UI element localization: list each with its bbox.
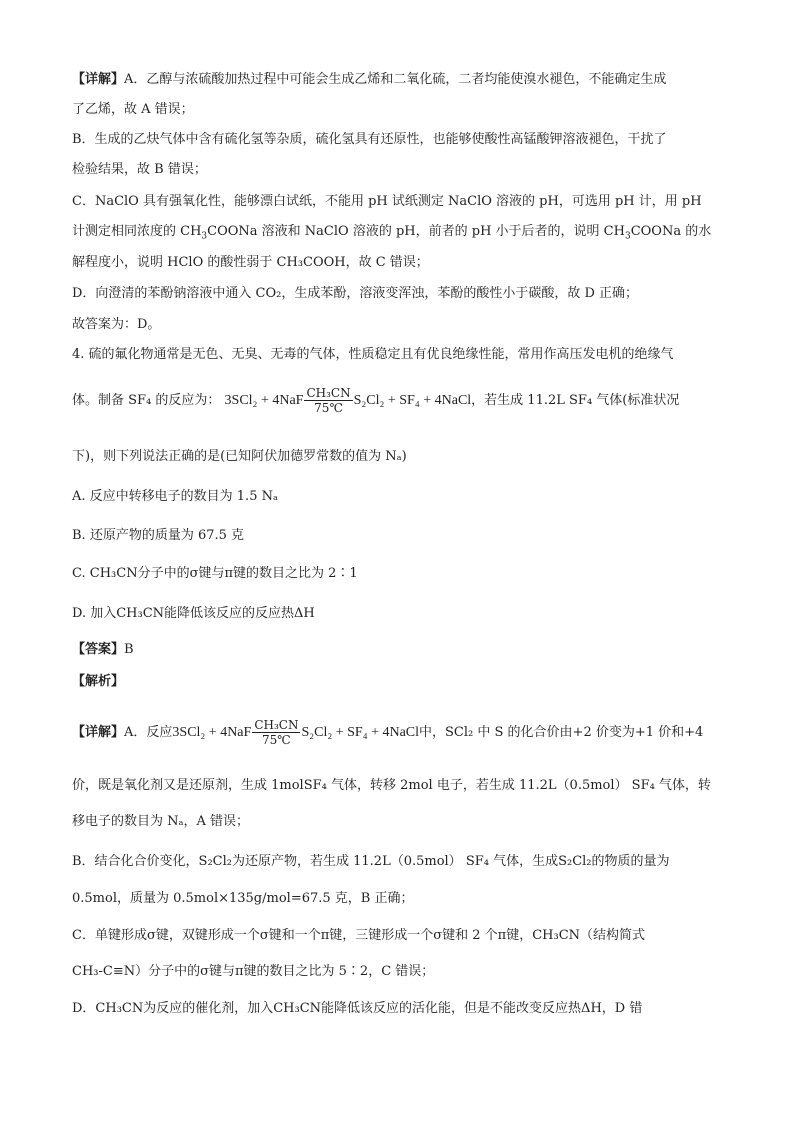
analysis-label: 【解析】 <box>72 674 125 689</box>
option-b: B. 还原产物的质量为 67.5 克 <box>72 528 245 543</box>
question4-line2 <box>72 386 679 415</box>
option-a: A. 反应中转移电子的数目为 1.5 Nₐ <box>72 489 278 504</box>
c2-part1: 计测定相同浓度的 CH <box>72 224 202 239</box>
q4-condition-temperature: 75℃ <box>314 401 343 415</box>
answer-value: B <box>124 642 134 657</box>
q4-eq-left: 3SCl₂ + 4NaF <box>224 393 304 408</box>
detail2-eq-right: S₂Cl₂ + SF₄ + 4NaCl <box>301 725 420 740</box>
detail2-line-a3: 移电子的数目为 Nₐ，A 错误； <box>72 814 250 829</box>
detail2-line-c1: C．单键形成σ键，双键形成一个σ键和一个π键，三键形成一个σ键和 2 个π键，CH₃CN（结构简式 <box>72 928 646 943</box>
detail1-line-c1: C．NaClO 具有强氧化性，能够漂白试纸，不能用 pH 试纸测定 NaClO 溶液的 pH，可选用 pH 计，用 pH <box>72 194 702 209</box>
c2-part3: COONa 的水 <box>630 224 712 239</box>
detail2-a1-prefix: A．反应 <box>124 725 173 740</box>
detail1-head: 【详解】 <box>72 72 125 87</box>
detail2-a1-suffix: 中，SCl₂ 中 S 的化合价由+2 价变为+1 价和+4 <box>419 725 704 740</box>
q4-reaction-condition <box>304 386 352 415</box>
question4-line3: 下)，则下列说法正确的是(已知阿伏加德罗常数的值为 Nₐ) <box>72 449 407 464</box>
c2-part2: COONa 溶液和 NaClO 溶液的 pH，前者的 pH 小于后者的，说明 CH <box>207 224 625 239</box>
detail2-line-c2: CH₃-C≡N）分子中的σ键与π键的数目之比为 5∶2，C 错误； <box>72 964 435 979</box>
answer-label: 【答案】 <box>72 642 125 657</box>
q4-intro-tail: ，若生成 11.2L SF₄ 气体(标准状况 <box>471 393 680 408</box>
detail1-answer: 故答案为：D。 <box>72 317 161 332</box>
option-c: C. CH₃CN分子中的σ键与π键的数目之比为 2∶1 <box>72 566 358 581</box>
detail1-a1-text: A．乙醇与浓硫酸加热过程中可能会生成乙烯和二氧化硫，二者均能使溴水褪色，不能确定生成 <box>124 72 667 87</box>
detail2-line-d1: D．CH₃CN为反应的催化剂，加入CH₃CN能降低该反应的活化能，但是不能改变反应热ΔH，D 错 <box>72 1001 643 1016</box>
detail2-eq-left: 3SCl₂ + 4NaF <box>172 725 252 740</box>
q4-eq-right: S₂Cl₂ + SF₄ + 4NaCl <box>353 393 472 408</box>
detail1-line-a2: 了乙烯，故 A 错误； <box>72 102 194 117</box>
detail2-condition-temperature: 75℃ <box>262 733 291 747</box>
detail1-line-b2: 检验结果，故 B 错误； <box>72 162 207 177</box>
detail2-condition-catalyst: CH₃CN <box>254 718 299 732</box>
detail1-line-a1 <box>72 70 666 90</box>
option-d: D. 加入CH₃CN能降低该反应的反应热ΔH <box>72 606 315 621</box>
question4-line1: 4. 硫的氟化物通常是无色、无臭、无毒的气体，性质稳定且有优良绝缘性能，常用作高压发电机的绝缘气 <box>72 347 674 362</box>
detail1-line-c2: 计测定相同浓度的 $CH_3COONa$ 溶液和 NaClO 溶液的 pH，前者的 pH 小于后者的，说明 $CH_3COONa$ 的水 <box>72 224 712 242</box>
detail2-line-b2: 0.5mol，质量为 0.5mol×135g/mol=67.5 克，B 正确； <box>72 891 414 906</box>
detail2-line-b1: B．结合化合价变化，S₂Cl₂为还原产物，若生成 11.2L（0.5mol） SF₄ 气体，生成S₂Cl₂的物质的量为 <box>72 854 670 869</box>
q4-condition-catalyst: CH₃CN <box>306 386 351 400</box>
detail2-head: 【详解】 <box>72 725 125 740</box>
detail2-line-a1 <box>72 718 703 747</box>
q4-intro: 体。制备 SF₄ 的反应为： <box>72 393 221 408</box>
detail1-line-c3: 解程度小，说明 HClO 的酸性弱于 CH₃COOH，故 C 错误； <box>72 255 429 270</box>
detail2-line-a2: 价，既是氧化剂又是还原剂，生成 1molSF₄ 气体，转移 2mol 电子，若生成 11.2L（0.5mol） SF₄ 气体，转 <box>72 778 711 793</box>
answer-line <box>72 640 134 660</box>
detail1-line-d1: D．向澄清的苯酚钠溶液中通入 CO₂，生成苯酚，溶液变浑浊，苯酚的酸性小于碳酸，故 D 正确； <box>72 286 639 301</box>
detail1-line-b1: B．生成的乙炔气体中含有硫化氢等杂质，硫化氢具有还原性，也能够使酸性高锰酸钾溶液褪色，干扰了 <box>72 132 667 147</box>
detail2-reaction-condition <box>252 718 300 747</box>
